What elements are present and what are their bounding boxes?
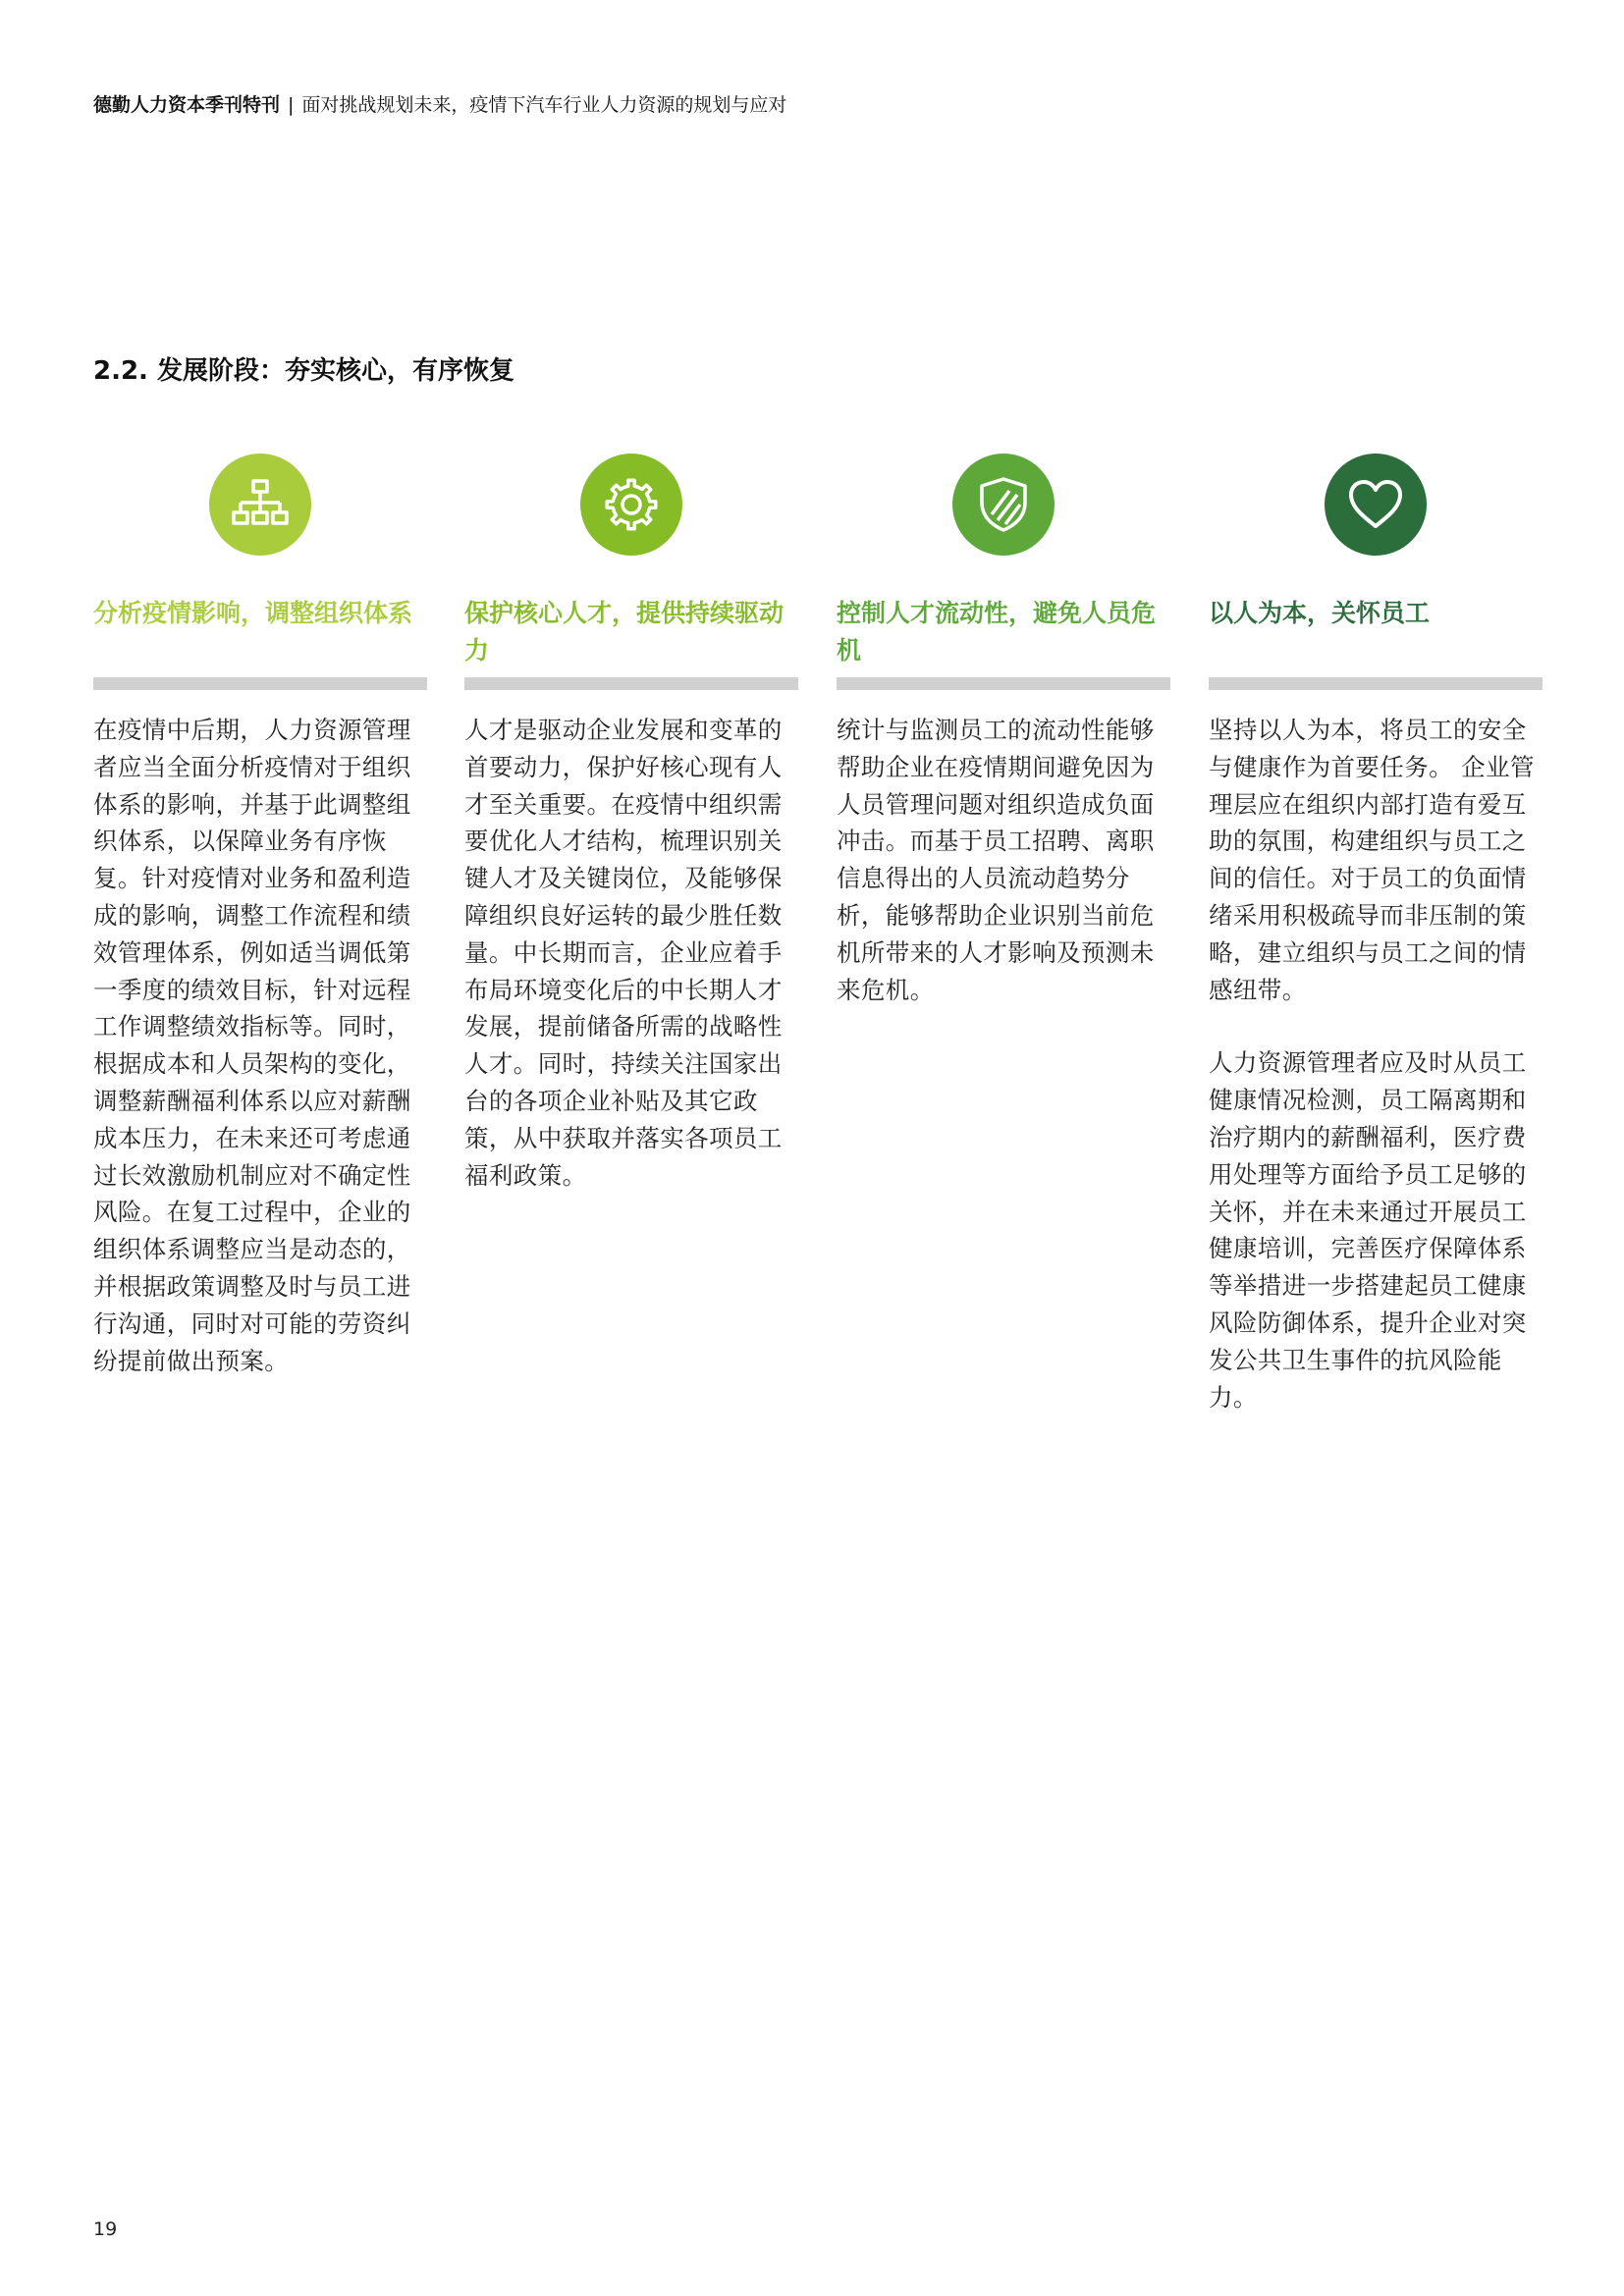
divider-bar (93, 677, 427, 690)
heart-icon (1325, 454, 1427, 556)
header-subtitle: 面对挑战规划未来，疫情下汽车行业人力资源的规划与应对 (301, 94, 787, 116)
column-title: 分析疫情影响，调整组织体系 (93, 599, 413, 627)
column-body (837, 712, 1170, 1008)
column-mobility (837, 454, 1170, 1008)
divider-bar (837, 677, 1170, 690)
column-talent (464, 454, 798, 1194)
column-care (1209, 454, 1543, 1415)
divider-bar (464, 677, 798, 690)
shield-icon (952, 454, 1055, 556)
paragraph: 在疫情中后期，人力资源管理者应当全面分析疫情对于组织体系的影响，并基于此调整组织体系，以保障业务有序恢复。针对疫情对业务和盈利造成的影响，调整工作流程和绩效管理体系，例如适当调低第一季度的绩效目标，针对远程工作调整绩效指标等。同时，根据成本和人员架构的变化，调整薪酬福利体系以应对薪酬成本压力，在未来还可考虑通过长效激励机制应对不确定性风险。在复工过程中，企业的组织体系调整应当是动态的，并根据政策调整及时与员工进行沟通，同时对可能的劳资纠纷提前做出预案。 (93, 716, 411, 1375)
running-header (93, 90, 786, 117)
gear-icon (580, 454, 682, 556)
column-title: 控制人才流动性，避免人员危机 (837, 599, 1157, 665)
header-brand: 德勤人力资本季刊特刊 (93, 94, 281, 116)
paragraph: 统计与监测员工的流动性能够帮助企业在疫情期间避免因为人员管理问题对组织造成负面冲击。而基于员工招聘、离职信息得出的人员流动趋势分析，能够帮助企业识别当前危机所带来的人才影响及预测未来危机。 (837, 716, 1155, 1004)
paragraph: 人才是驱动企业发展和变革的首要动力，保护好核心现有人才至关重要。在疫情中组织需要优化人才结构，梳理识别关键人才及关键岗位，及能够保障组织良好运转的最少胜任数量。中长期而言，企业应着手布局环境变化后的中长期人才发展，提前储备所需的战略性人才。同时，持续关注国家出台的各项企业补贴及其它政策，从中获取并落实各项员工福利政策。 (464, 716, 783, 1190)
paragraph: 人力资源管理者应及时从员工健康情况检测，员工隔离期和治疗期内的薪酬福利，医疗费用处理等方面给予员工足够的关怀，并在未来通过开展员工健康培训，完善医疗保障体系等举措进一步搭建起员工健康风险防御体系，提升企业对突发公共卫生事件的抗风险能力。 (1209, 1048, 1527, 1412)
paragraph: 坚持以人为本，将员工的安全与健康作为首要任务。 企业管理层应在组织内部打造有爱互助的氛围，构建组织与员工之间的信任。对于员工的负面情绪采用积极疏导而非压制的策略，建立组织与员工之间的情感纽带。 (1209, 716, 1535, 1004)
column-org (93, 454, 427, 1379)
divider-bar (1209, 677, 1543, 690)
org-chart-icon (209, 454, 311, 556)
column-body (93, 712, 427, 1379)
column-body (464, 712, 798, 1194)
column-body (1209, 712, 1543, 1415)
page-number: 19 (93, 2218, 118, 2240)
column-title: 以人为本，关怀员工 (1209, 599, 1431, 627)
section-title: 2.2. 发展阶段：夯实核心，有序恢复 (93, 356, 514, 386)
column-title: 保护核心人才，提供持续驱动力 (464, 599, 785, 665)
header-separator: | (288, 94, 295, 116)
